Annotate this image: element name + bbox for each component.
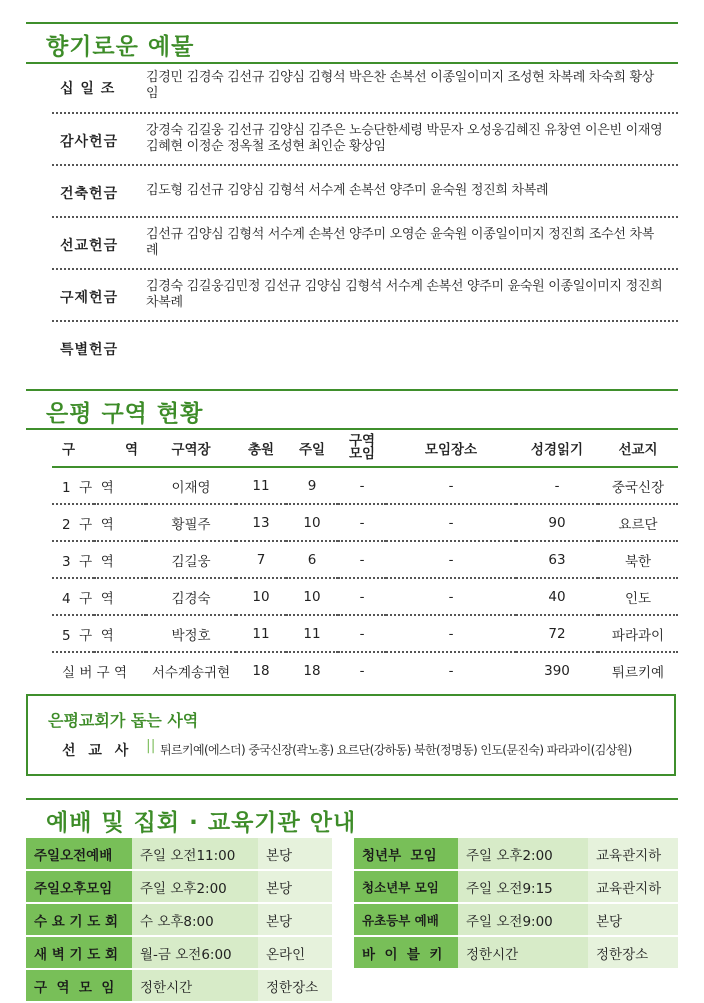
schedule-title: 예배 및 집회 · 교육기관 안내 bbox=[46, 810, 357, 836]
schedule-place: 본당 bbox=[258, 903, 332, 936]
offering-label: 선교헌금 bbox=[60, 238, 119, 254]
schedule-time: 주일 오후2:00 bbox=[132, 870, 258, 903]
offering-label: 건축헌금 bbox=[60, 186, 119, 202]
district-leader: 김경숙 bbox=[146, 578, 236, 615]
schedule-name: 주일오전예배 bbox=[26, 838, 132, 870]
header-sunday: 주일 bbox=[286, 430, 338, 467]
districts-title: 은평 구역 현황 bbox=[46, 401, 204, 427]
district-name: 1 구 역 bbox=[52, 467, 146, 504]
schedule-name: 청소년부 모임 bbox=[354, 870, 458, 903]
header-meeting-line1: 구역 bbox=[348, 433, 376, 449]
district-leader: 김길웅 bbox=[146, 541, 236, 578]
district-meeting: - bbox=[359, 662, 365, 679]
schedule-row bbox=[354, 903, 678, 936]
district-leader: 서수계송귀현 bbox=[151, 664, 231, 681]
district-header-row bbox=[52, 430, 678, 467]
district-sunday: 6 bbox=[286, 541, 338, 578]
offering-names: 김도형 김선규 김양심 김형석 서수계 손복선 양주미 윤숙원 정진희 차복례 bbox=[146, 183, 549, 198]
district-leader: 이재영 bbox=[146, 467, 236, 504]
offering-label: 십 일 조 bbox=[60, 81, 116, 97]
schedule-row bbox=[26, 936, 332, 969]
schedule-right-table bbox=[354, 838, 678, 970]
district-total: 11 bbox=[236, 615, 286, 652]
schedule-row bbox=[26, 969, 332, 1002]
header-gu: 구 bbox=[52, 430, 94, 467]
district-name: 실 버 구 역 bbox=[62, 664, 128, 681]
offering-names: 김경민 김경숙 김선규 김양심 김형석 박은찬 손복선 이종일이미지 조성현 차복례 차숙희 황상임 bbox=[146, 70, 654, 101]
district-place: - bbox=[386, 467, 516, 504]
district-name: 3 구 역 bbox=[52, 541, 146, 578]
district-place: - bbox=[448, 662, 454, 679]
offering-names: 강경숙 김길웅 김선규 김양심 김주은 노승단한세령 박문자 오성웅김혜진 유창연 이은빈 이재영김혜현 이정순 정옥철 조성현 최인순 황상임 bbox=[146, 123, 663, 154]
districts-divider bbox=[26, 389, 678, 391]
schedule-name: 수 요 기 도 회 bbox=[26, 903, 132, 936]
district-mission: 요르단 bbox=[598, 504, 678, 541]
header-yeok: 역 bbox=[94, 430, 146, 467]
table-row bbox=[52, 467, 678, 504]
district-sunday: 10 bbox=[286, 578, 338, 615]
schedule-row bbox=[354, 870, 678, 903]
district-bible: 72 bbox=[516, 615, 598, 652]
district-total: 13 bbox=[236, 504, 286, 541]
support-missionaries: 튀르키예(에스더) 중국신장(곽노홍) 요르단(강하동) 북한(정명동) 인도(문진숙) 파라과이(김상원) bbox=[160, 743, 632, 757]
offering-row-building bbox=[52, 166, 678, 218]
district-sunday: 18 bbox=[303, 662, 321, 679]
district-mission: 인도 bbox=[598, 578, 678, 615]
schedule-row bbox=[354, 838, 678, 870]
header-mission: 선교지 bbox=[598, 430, 678, 467]
district-meeting: - bbox=[338, 541, 386, 578]
district-mission: 튀르키예 bbox=[611, 664, 665, 681]
district-leader: 박정호 bbox=[146, 615, 236, 652]
header-total: 총원 bbox=[236, 430, 286, 467]
schedule-row bbox=[26, 870, 332, 903]
district-total: 7 bbox=[236, 541, 286, 578]
district-place: - bbox=[386, 541, 516, 578]
schedule-time: 주일 오후2:00 bbox=[458, 838, 588, 870]
district-table bbox=[52, 430, 678, 688]
district-mission: 중국신장 bbox=[598, 467, 678, 504]
schedule-time: 수 오후8:00 bbox=[132, 903, 258, 936]
header-bible: 성경읽기 bbox=[516, 430, 598, 467]
schedule-name: 새 벽 기 도 회 bbox=[26, 936, 132, 969]
support-title: 은평교회가 돕는 사역 bbox=[48, 711, 199, 730]
offering-row-relief bbox=[52, 270, 678, 322]
header-meeting bbox=[338, 430, 386, 467]
district-name: 5 구 역 bbox=[52, 615, 146, 652]
support-box bbox=[26, 694, 676, 776]
header-place: 모임장소 bbox=[386, 430, 516, 467]
offering-row-special bbox=[52, 322, 678, 372]
offerings-title: 향기로운 예물 bbox=[46, 34, 195, 60]
schedule-place: 본당 bbox=[588, 903, 678, 936]
district-bible: - bbox=[516, 467, 598, 504]
district-mission: 파라과이 bbox=[598, 615, 678, 652]
district-place: - bbox=[386, 578, 516, 615]
district-bible: 390 bbox=[544, 662, 570, 679]
offering-label: 특별헌금 bbox=[60, 342, 119, 358]
schedule-row bbox=[26, 838, 332, 870]
district-mission: 북한 bbox=[598, 541, 678, 578]
schedule-time: 주일 오전9:15 bbox=[458, 870, 588, 903]
district-total: 18 bbox=[252, 662, 270, 679]
schedule-place: 본당 bbox=[258, 838, 332, 870]
district-bible: 63 bbox=[516, 541, 598, 578]
schedule-row bbox=[26, 903, 332, 936]
offering-names: 김경숙 김길웅김민정 김선규 김양심 김형석 서수계 손복선 양주미 윤숙원 이종일이미지 정진희 차복례 bbox=[146, 279, 663, 310]
schedule-name: 청년부 모임 bbox=[354, 838, 458, 870]
schedule-name: 유초등부 예배 bbox=[354, 903, 458, 936]
table-row bbox=[52, 615, 678, 652]
schedule-time: 주일 오전11:00 bbox=[132, 838, 258, 870]
schedule-name: 주일오후모임 bbox=[26, 870, 132, 903]
table-row bbox=[52, 652, 678, 688]
district-meeting: - bbox=[338, 578, 386, 615]
header-leader: 구역장 bbox=[146, 430, 236, 467]
schedule-name: 구 역 모 임 bbox=[26, 969, 132, 1002]
district-total: 10 bbox=[236, 578, 286, 615]
offering-row-tithe bbox=[52, 64, 678, 114]
schedule-time: 정한시간 bbox=[458, 936, 588, 969]
offering-names: 김선규 김양심 김형석 서수계 손복선 양주미 오영순 윤숙원 이종일이미지 정진희 조수선 차복례 bbox=[146, 227, 654, 258]
district-name: 4 구 역 bbox=[52, 578, 146, 615]
schedule-place: 정한장소 bbox=[588, 936, 678, 969]
district-sunday: 9 bbox=[286, 467, 338, 504]
district-sunday: 11 bbox=[286, 615, 338, 652]
district-leader: 황필주 bbox=[146, 504, 236, 541]
header-meeting-line2: 모임 bbox=[348, 446, 376, 462]
schedule-place: 온라인 bbox=[258, 936, 332, 969]
offering-label: 감사헌금 bbox=[60, 134, 119, 150]
district-sunday: 10 bbox=[286, 504, 338, 541]
offering-row-mission bbox=[52, 218, 678, 270]
district-meeting: - bbox=[338, 467, 386, 504]
schedule-place: 교육관지하 bbox=[588, 838, 678, 870]
offering-label: 구제헌금 bbox=[60, 290, 119, 306]
table-row bbox=[52, 578, 678, 615]
district-bible: 90 bbox=[516, 504, 598, 541]
offering-row-thanks bbox=[52, 114, 678, 166]
district-place: - bbox=[386, 504, 516, 541]
support-separator: || bbox=[146, 738, 156, 754]
district-name: 2 구 역 bbox=[52, 504, 146, 541]
support-label: 선 교 사 bbox=[62, 743, 133, 759]
district-total: 11 bbox=[236, 467, 286, 504]
schedule-time: 정한시간 bbox=[132, 969, 258, 1002]
schedule-place: 교육관지하 bbox=[588, 870, 678, 903]
district-place: - bbox=[386, 615, 516, 652]
district-meeting: - bbox=[338, 504, 386, 541]
schedule-time: 주일 오전9:00 bbox=[458, 903, 588, 936]
schedule-row bbox=[354, 936, 678, 969]
schedule-divider bbox=[26, 798, 678, 800]
schedule-place: 정한장소 bbox=[258, 969, 332, 1002]
table-row bbox=[52, 541, 678, 578]
schedule-place: 본당 bbox=[258, 870, 332, 903]
schedule-name: 바 이 블 키 bbox=[354, 936, 458, 969]
schedule-time: 월-금 오전6:00 bbox=[132, 936, 258, 969]
schedule-left-table bbox=[26, 838, 332, 1003]
table-row bbox=[52, 504, 678, 541]
district-meeting: - bbox=[338, 615, 386, 652]
district-bible: 40 bbox=[516, 578, 598, 615]
top-divider bbox=[26, 22, 678, 24]
